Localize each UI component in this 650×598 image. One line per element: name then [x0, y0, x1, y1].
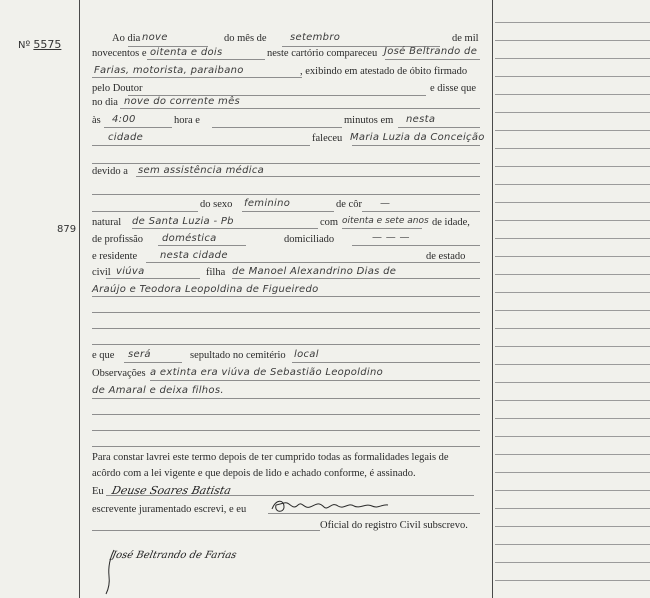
number-prefix: Nº: [18, 40, 31, 51]
line-21: [92, 398, 480, 399]
label-pelo-doutor: pelo Doutor: [92, 83, 143, 94]
line-2: [147, 59, 265, 60]
hw-domicile: — — —: [372, 232, 410, 243]
label-as: às: [92, 115, 101, 126]
hw-declarant-1: José Beltrando de: [384, 46, 478, 57]
right-line-23: [495, 418, 650, 419]
line-23: [92, 430, 480, 431]
label-disse-que: e disse que: [430, 83, 477, 94]
right-line-28: [495, 508, 650, 509]
right-line-12: [495, 220, 650, 221]
right-line-16: [495, 292, 650, 293]
hw-year: oitenta e dois: [150, 47, 223, 58]
hw-hour: 4:00: [112, 114, 136, 125]
right-line-8: [495, 148, 650, 149]
line-19: [124, 362, 182, 363]
label-hora: hora e: [174, 115, 200, 126]
right-line-13: [495, 238, 650, 239]
hw-residence: nesta cidade: [160, 250, 228, 261]
label-com: com: [320, 217, 339, 228]
right-line-15: [495, 274, 650, 275]
right-line-3: [495, 58, 650, 59]
label-escrevente: escrevente juramentado escrevi, e eu: [92, 504, 247, 515]
right-line-11: [495, 202, 650, 203]
line-18: [92, 344, 480, 345]
label-oficial: Oficial do registro Civil subscrevo.: [320, 520, 468, 531]
line-12b: [352, 245, 480, 246]
right-line-18: [495, 328, 650, 329]
hw-age: oitenta e sete anos: [342, 216, 429, 226]
label-de-mil: de mil: [452, 33, 479, 44]
hw-day: nove: [142, 32, 168, 43]
hw-natural: de Santa Luzia - Pb: [132, 216, 234, 227]
hw-observations-2: de Amaral e deixa filhos.: [92, 385, 224, 396]
line-10: [92, 211, 198, 212]
line-11: [132, 228, 318, 229]
label-sepultado: sepultado no cemitério: [190, 350, 286, 361]
right-line-10: [495, 184, 650, 185]
right-line-30: [495, 544, 650, 545]
label-natural: natural: [92, 217, 122, 228]
hw-place-1: nesta: [406, 114, 436, 125]
label-residente: e residente: [92, 251, 138, 262]
label-eu: Eu: [92, 486, 104, 497]
right-line-21: [495, 382, 650, 383]
right-line-14: [495, 256, 650, 257]
line-12: [158, 245, 246, 246]
registry-number: [18, 38, 61, 51]
right-line-25: [495, 454, 650, 455]
label-cor: de côr: [336, 199, 362, 210]
line-16: [92, 312, 480, 313]
number-value: 5575: [33, 38, 62, 51]
hw-cemetery: local: [294, 349, 319, 360]
hw-place-2: cidade: [108, 132, 144, 143]
line-10c: [362, 211, 480, 212]
line-14b: [232, 278, 480, 279]
right-line-6: [495, 112, 650, 113]
right-line-26: [495, 472, 650, 473]
right-margin-rule: [492, 0, 493, 598]
hw-will-be: será: [128, 349, 151, 360]
label-novecentos: novecentos e: [92, 48, 147, 59]
hw-profession: doméstica: [162, 233, 217, 244]
margin-number: 879: [57, 224, 77, 235]
hw-month: setembro: [290, 32, 341, 43]
label-ao-dia: Ao dia: [112, 33, 141, 44]
closing-text-1: Para constar lavrei este termo depois de ter cumprido todas as formalidades legais de: [92, 452, 449, 463]
hw-deceased: Maria Luzia da Conceição: [350, 132, 485, 143]
label-devido: devido a: [92, 166, 128, 177]
hw-cause: sem assistência médica: [138, 165, 265, 176]
right-line-2: [495, 40, 650, 41]
line-9: [92, 194, 480, 195]
label-e-que: e que: [92, 350, 115, 361]
right-line-22: [495, 400, 650, 401]
label-do-mes: do mês de: [224, 33, 267, 44]
line-11b: [342, 228, 422, 229]
line-10b: [242, 211, 334, 212]
right-line-20: [495, 364, 650, 365]
line-5: [120, 108, 480, 109]
hw-parents-1: de Manoel Alexandrino Dias de: [232, 266, 397, 277]
line-6: [104, 127, 172, 128]
label-profissao: de profissão: [92, 234, 144, 245]
line-19b: [292, 362, 480, 363]
hw-declarant-2: Farias, motorista, paraibano: [94, 65, 244, 76]
right-line-5: [495, 94, 650, 95]
label-minutos: minutos em: [344, 115, 394, 126]
label-observacoes: Observações: [92, 368, 146, 379]
hw-parents-2: Araújo e Teodora Leopoldina de Figueiredo: [92, 284, 319, 295]
label-faleceu: faleceu: [312, 133, 343, 144]
line-2b: [385, 59, 480, 60]
label-estado: de estado: [426, 251, 466, 262]
hw-sex: feminino: [244, 198, 291, 209]
right-line-9: [495, 166, 650, 167]
hw-civil-status: viúva: [116, 266, 145, 277]
line-6c: [398, 127, 480, 128]
hw-color: —: [380, 198, 391, 209]
line-20: [150, 380, 480, 381]
declarant-signature: José Beltrando de Farias: [110, 550, 238, 561]
closing-text-2: acôrdo com a lei vigente e que depois de lido e achado conforme, é assinado.: [92, 468, 416, 479]
label-domiciliado: domiciliado: [284, 234, 335, 245]
right-line-27: [495, 490, 650, 491]
right-line-7: [495, 130, 650, 131]
line-15: [92, 296, 480, 297]
line-7: [92, 145, 310, 146]
label-exibindo: , exibindo em atestado de óbito firmado: [300, 66, 468, 77]
label-no-dia: no dia: [92, 97, 118, 108]
label-filha: filha: [206, 267, 226, 278]
right-line-24: [495, 436, 650, 437]
label-civil: civil: [92, 267, 111, 278]
right-line-32: [495, 580, 650, 581]
line-14: [106, 278, 200, 279]
line-24: [92, 446, 480, 447]
line-8: [92, 163, 480, 164]
label-compareceu: neste cartório compareceu: [267, 48, 378, 59]
scrivener-signature: Deuse Soares Batista: [110, 484, 233, 497]
hw-observations-1: a extinta era viúva de Sebastião Leopoldino: [150, 367, 384, 378]
right-line-4: [495, 76, 650, 77]
line-17: [92, 328, 480, 329]
left-margin-rule: [79, 0, 80, 598]
right-line-29: [495, 526, 650, 527]
label-de-idade: de idade,: [432, 217, 470, 228]
right-line-19: [495, 346, 650, 347]
line-7b: [352, 145, 480, 146]
officer-signature: [270, 497, 390, 515]
declarant-signature-stroke: [100, 548, 120, 596]
line-6b: [212, 127, 342, 128]
label-sexo: do sexo: [200, 199, 233, 210]
right-line-1: [495, 22, 650, 23]
line-3: [92, 77, 302, 78]
right-line-17: [495, 310, 650, 311]
right-line-31: [495, 562, 650, 563]
hw-date: nove do corrente mês: [124, 96, 241, 107]
line-27: [92, 530, 320, 531]
line-22: [92, 414, 480, 415]
